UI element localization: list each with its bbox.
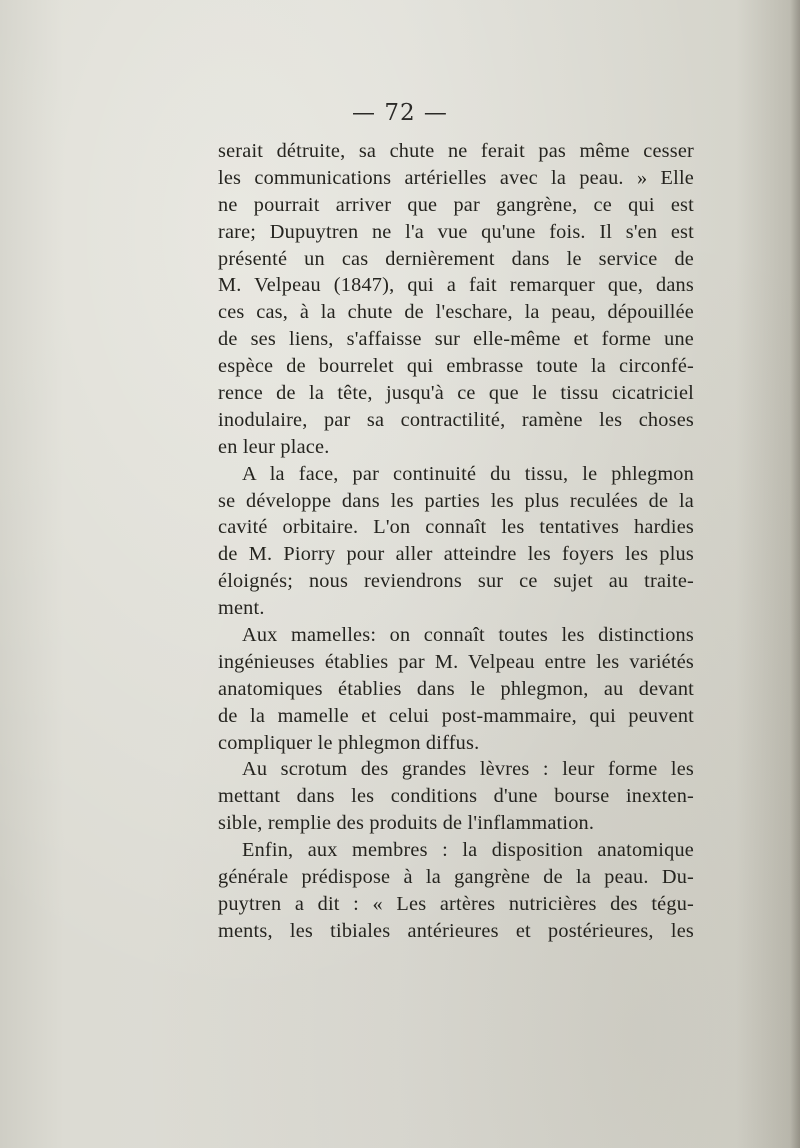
text-line: générale prédispose à la gangrène de la peau. Du- [218,866,694,889]
text-line: Au scrotum des grandes lèvres : leur forme les [242,758,694,781]
text-line: Aux mamelles: on connaît toutes les distinctions [242,624,694,647]
text-line: ments, les tibiales antérieures et postérieures, les [218,919,694,942]
text-line: M. Velpeau (1847), qui a fait remarquer que, dans [218,274,694,297]
body-text [218,138,694,945]
text-line: de la mamelle et celui post-mammaire, qui peuvent [218,704,694,727]
text-line: de M. Piorry pour aller atteindre les foyers les plus [218,543,694,566]
text-line: rence de la tête, jusqu'à ce que le tissu cicatriciel [218,382,694,405]
text-line: serait détruite, sa chute ne ferait pas même cesser [218,140,694,162]
text-line: en leur place. [218,435,330,458]
text-line: mettant dans les conditions d'une bourse inexten- [218,785,694,808]
text-line: cavité orbitaire. L'on connaît les tentatives hardies [218,516,694,539]
text-line: ne pourrait arriver que par gangrène, ce qui est [218,193,694,216]
text-line: ment. [218,597,265,620]
text-line: Enfin, aux membres : la disposition anatomique [242,839,694,862]
text-line: inodulaire, par sa contractilité, ramène les choses [218,408,694,431]
text-line: présenté un cas dernièrement dans le service de [218,247,694,270]
text-line: ces cas, à la chute de l'eschare, la peau, dépouillée [218,301,694,324]
text-line: rare; Dupuytren ne l'a vue qu'une fois. Il s'en est [218,220,694,243]
text-line: espèce de bourrelet qui embrasse toute la circonfé- [218,355,694,378]
text-line: les communications artérielles avec la peau. » Elle [218,166,694,189]
text-line: de ses liens, s'affaisse sur elle-même et forme une [218,328,694,351]
text-line: anatomiques établies dans le phlegmon, au devant [218,677,694,700]
page-edge-shadow [790,0,800,1148]
text-line: A la face, par continuité du tissu, le phlegmon [242,462,694,485]
text-line: compliquer le phlegmon diffus. [218,731,480,754]
text-line: sible, remplie des produits de l'inflammation. [218,812,595,835]
text-line: se développe dans les parties les plus reculées de la [218,489,694,512]
text-line: ingénieuses établies par M. Velpeau entre les variétés [218,650,694,673]
text-line: puytren a dit : « Les artères nutricières des tégu- [218,892,694,915]
page-number: — 72 — [352,100,448,126]
text-line: éloignés; nous reviendrons sur ce sujet au traite- [218,570,694,593]
